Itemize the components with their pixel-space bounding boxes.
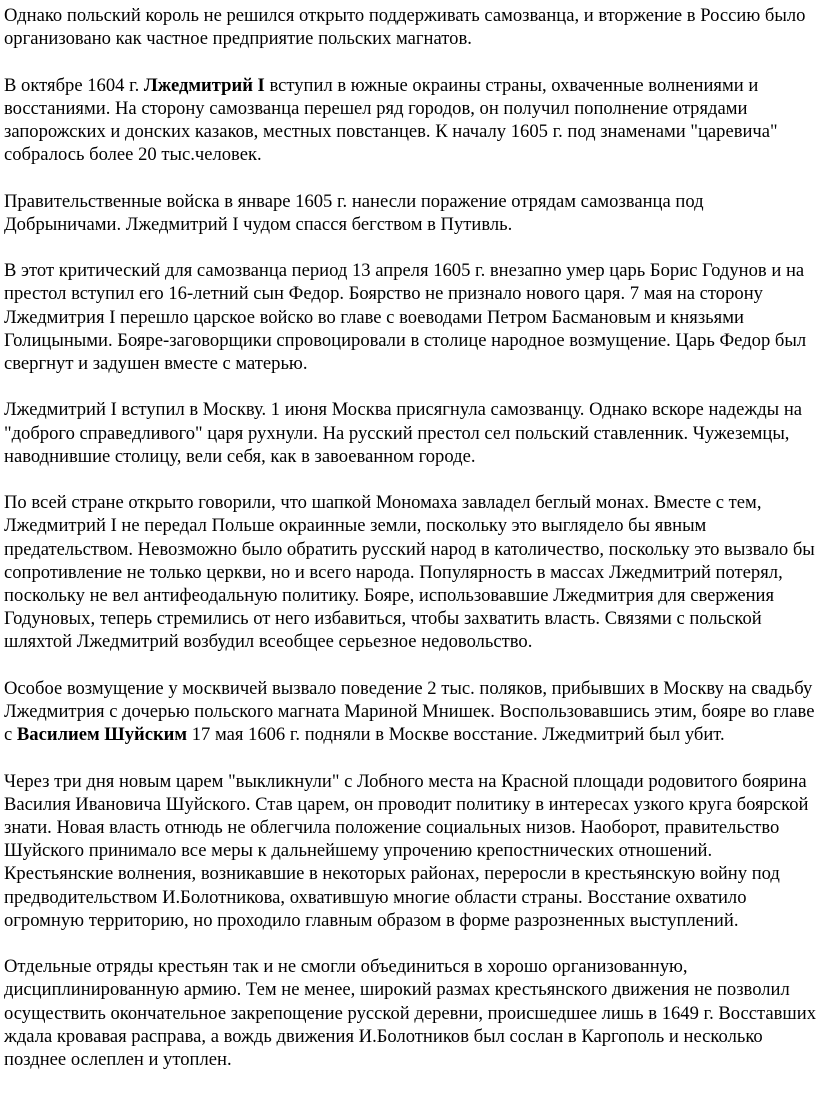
- paragraph-monomakh-cap: По всей стране открыто говорили, что шапкой Мономаха завладел беглый монах. Вместе с тем, Лжедмитрий I не передал Польше окраинные земли, поскольку это выглядело бы явным предательством. Невозможно было обратить русский народ в католичество, поскольку это вызвало бы сопротивление не только церкви, но и всего народа. Популярность в массах Лжедмитрий потерял, поскольку не вел антифеодальную политику. Бояре, использовавшие Лжедмитрия для свержения Годуновых, теперь стремились от него избавиться, чтобы захватить власть. Связями с польской шляхтой Лжедмитрий возбудил всеобщее серьезное недовольство.: [4, 492, 815, 653]
- paragraph-godunov-death: В этот критический для самозванца период 13 апреля 1605 г. внезапно умер царь Борис Годунов и на престол вступил его 16-летний сын Федор. Боярство не признало нового царя. 7 мая на сторону Лжедмитрия I перешло царское войско во главе с воеводами Петром Басмановым и князьями Голицыными. Бояре-заговорщики спровоцировали в столице народное возмущение. Царь Федор был свергнут и задушен вместе с матерью.: [4, 260, 807, 374]
- bold-name-shuisky: Василием Шуйским: [16, 724, 188, 746]
- paragraph-text: Особое возмущение у москвичей вызвало поведение 2 тыс. поляков, прибывших в Москву на свадьбу Лжедмитрия с дочерью польского магната Мариной Мнишек. Воспользовавшись этим, бояре во главе с: [4, 677, 815, 746]
- paragraph-dobrynichi: Правительственные войска в январе 1605 г. нанесли поражение отрядам самозванца под Добрыничами. Лжедмитрий I чудом спасся бегством в Путивль.: [4, 190, 704, 235]
- paragraph-moscow-entry: Лжедмитрий I вступил в Москву. 1 июня Москва присягнула самозванцу. Однако вскоре надежды на "доброго справедливого" царя рухнули. На русский престол сел польский ставленник. Чужеземцы, наводнившие столицу, вели себя, как в завоеванном городе.: [4, 399, 803, 467]
- paragraph-polish-king: Однако польский король не решился открыто поддерживать самозванца, и вторжение в Россию было организовано как частное предприятие польских магнатов.: [4, 5, 806, 50]
- paragraph-text: вступил в южные окраины страны, охваченные волнениями и восстаниями. На сторону самозванца перешел ряд городов, он получил пополнение отрядами запорожских и донских казаков, местных повстанцев. К началу 1605 г. под знаменами "царевича" собралось более 20 тыс.человек.: [4, 74, 778, 166]
- bold-name-false-dmitry: Лжедмитрий I: [143, 74, 265, 96]
- paragraph-text: В октябре 1604 г.: [4, 74, 144, 96]
- paragraph-bolotnikov: Отдельные отряды крестьян так и не смогли объединиться в хорошо организованную, дисциплинированную армию. Тем не менее, широкий размах крестьянского движения не позволил осуществить окончательное закрепощение русской деревни, происшедшее лишь в 1649 г. Восставших ждала кровавая расправа, а вождь движения И.Болотников был сослан в Каргополь и несколько позднее ослеплен и утоплен.: [4, 956, 816, 1071]
- paragraph-shuisky-reign: Через три дня новым царем "выкликнули" с Лобного места на Красной площади родовитого боярина Василия Ивановича Шуйского. Став царем, он проводит политику в интересах узкого круга боярской знати. Новая власть отнюдь не облегчила положение социальных низов. Наоборот, правительство Шуйского принимало все меры к дальнейшему упрочению крепостнических отношений. Крестьянские волнения, возникавшие в некоторых районах, переросли в крестьянскую войну под предводительством И.Болотникова, охватившую многие области страны. Восстание охватило огромную территорию, но проходило главным образом в форме разрозненных выступлений.: [4, 770, 809, 931]
- paragraph-uprising-1606: [4, 677, 816, 747]
- paragraph-october-1604: [4, 74, 816, 167]
- paragraph-text: 17 мая 1606 г. подняли в Москве восстание. Лжедмитрий был убит.: [187, 724, 725, 746]
- document-page: [4, 4, 816, 1071]
